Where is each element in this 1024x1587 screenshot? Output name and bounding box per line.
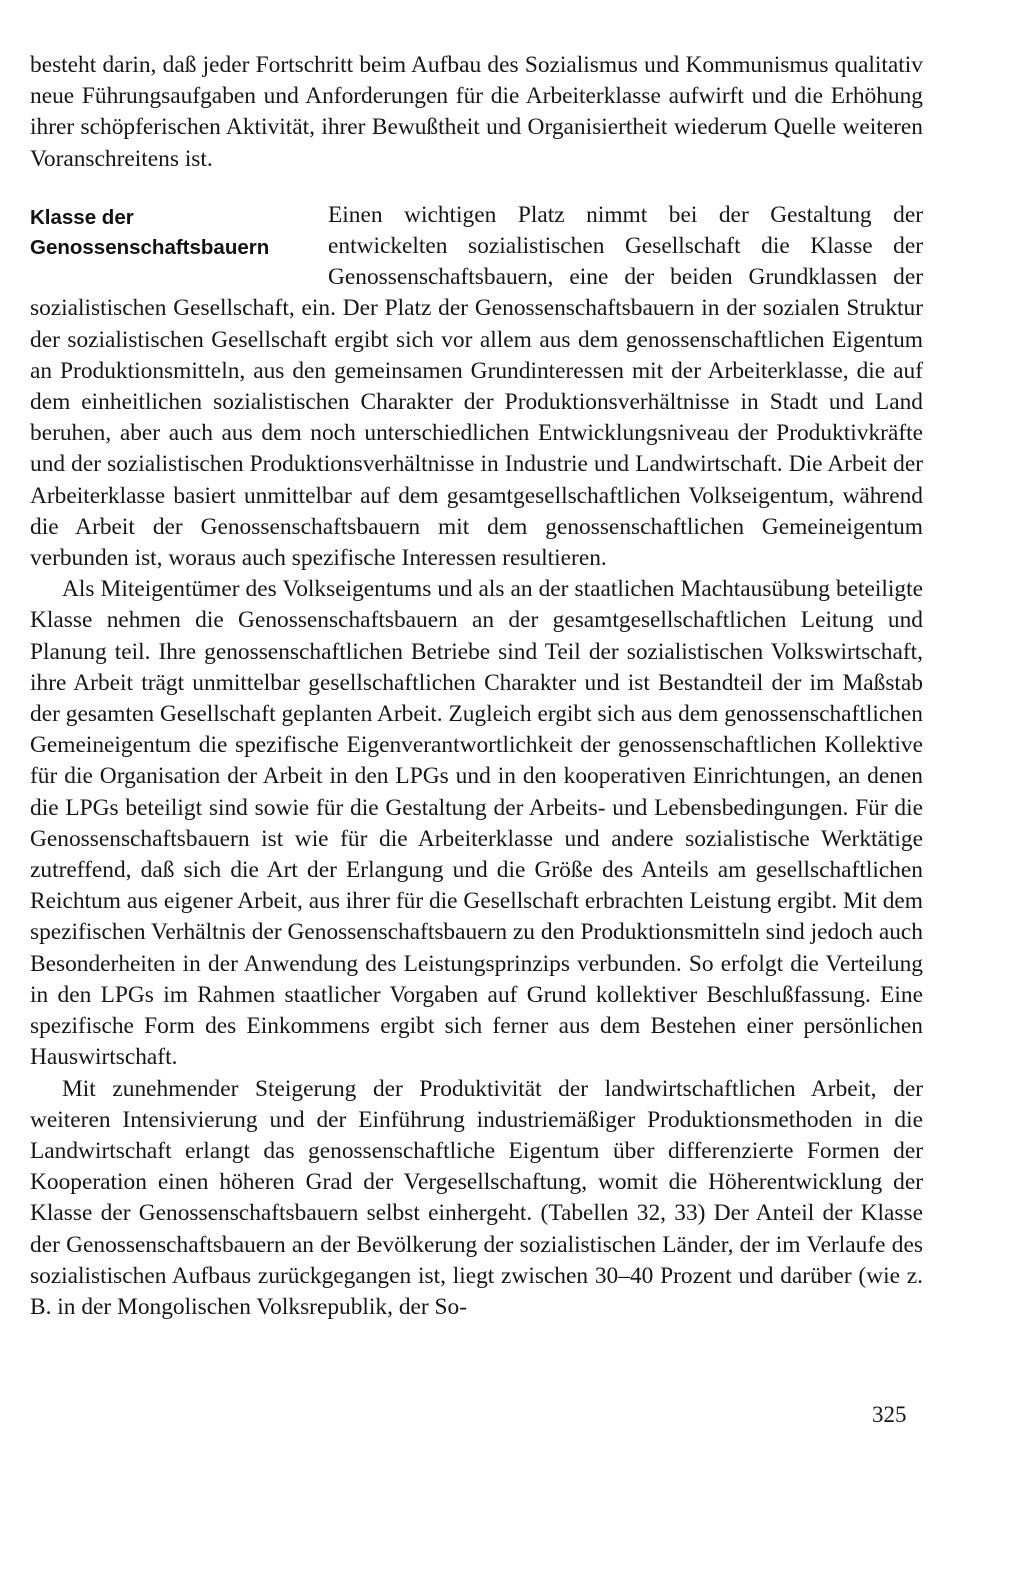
paragraph-3: Mit zunehmender Steigerung der Produktivität der landwirtschaftlichen Arbeit, der weiteren Intensivierung und der Einführung industriemäßiger Produktionsmethoden in die Landwirtschaft erlangt das genossenschaftliche Eigentum über differenzierte Formen der Kooperation einen höheren Grad der Vergesellschaftung, womit die Höherentwicklung der Klasse der Genossenschaftsbauern selbst einhergeht. (Tabellen 32, 33) Der Anteil der Klasse der Genossenschaftsbauern an der Bevölkerung der sozialistischen Länder, der im Verlaufe des sozialistischen Aufbaus zurückgegangen ist, liegt zwischen 30–40 Prozent und darüber (wie z. B. in der Mongolischen Volksrepublik, der So- [30, 1075, 923, 1320]
opening-paragraph: besteht darin, daß jeder Fortschritt beim Aufbau des Sozialismus und Kommunismus qualitativ neue Führungsaufgaben und Anforderungen für die Arbeiterklasse aufwirft und die Erhöhung ihrer schöpferischen Aktivität, ihrer Bewußtheit und Organisiertheit wiederum Quelle weiteren Voranschreitens ist. [30, 52, 923, 172]
book-page [30, 50, 923, 1323]
paragraph-2: Als Miteigentümer des Volkseigentums und als an der staatlichen Machtausübung beteiligte Klasse nehmen die Genossenschaftsbauern an der gesamtgesellschaftlichen Leitung und Planung teil. Ihre genossenschaftlichen Betriebe sind Teil der sozialistischen Volkswirtschaft, ihre Arbeit trägt unmittelbar gesellschaftlichen Charakter und ist Bestandteil der im Maßstab der gesamten Gesellschaft geplanten Arbeit. Zugleich ergibt sich aus dem genossenschaftlichen Gemeineigentum die spezifische Eigenverantwortlichkeit der genossenschaftlichen Kollektive für die Organisation der Arbeit in den LPGs und in den kooperativen Einrichtungen, an denen die LPGs beteiligt sind sowie für die Gestaltung der Arbeits- und Lebensbedingungen. Für die Genossenschaftsbauern ist wie für die Arbeiterklasse und andere sozialistische Werktätige zutreffend, daß sich die Art der Erlangung und die Größe des Anteils am gesellschaftlichen Reichtum aus eigener Arbeit, aus ihrer für die Gesellschaft erbrachten Leistung ergibt. Mit dem spezifischen Verhältnis der Genossenschaftsbauern zu den Produktionsmitteln sind jedoch auch Besonderheiten in der Anwendung des Leistungsprinzips verbunden. So erfolgt die Verteilung in den LPGs im Rahmen staatlicher Vorgaben auf Grund kollektiver Beschlußfassung. Eine spezifische Form des Einkommens ergibt sich ferner aus dem Bestehen einer persönlichen Hauswirtschaft. [30, 576, 923, 1071]
section-heading-line-1: Klasse der [30, 205, 134, 229]
section-heading [30, 203, 328, 293]
page-number: 325 [872, 1402, 907, 1427]
paragraph-1: Einen wichtigen Platz nimmt bei der Gestaltung der entwickelten sozialistischen Gesellschaft die Klasse der Genossenschaftsbauern, eine der beiden Grundklassen der sozialistischen Gesellschaft, ein. Der Platz der Genossenschaftsbauern in der sozialen Struktur der sozialistischen Gesellschaft ergibt sich vor allem aus dem genossenschaftlichen Eigentum an Produktionsmitteln, aus den gemeinsamen Grundinteressen mit der Arbeiterklasse, die auf dem einheitlichen sozialistischen Charakter der Produktionsverhältnisse in Stadt und Land beruhen, aber auch aus dem noch unterschiedlichen Entwicklungsniveau der Produktivkräfte und der sozialistischen Produktionsverhältnisse in Industrie und Landwirtschaft. Die Arbeit der Arbeiterklasse basiert unmittelbar auf dem gesamtgesellschaftlichen Volkseigentum, während die Arbeit der Genossenschaftsbauern mit dem genossenschaftlichen Gemeineigentum verbunden ist, woraus auch spezifische Interessen resultieren. [30, 201, 923, 572]
section-klasse-der-genossenschaftsbauern [30, 200, 923, 574]
section-heading-line-2: Genossenschaftsbauern [30, 235, 270, 259]
